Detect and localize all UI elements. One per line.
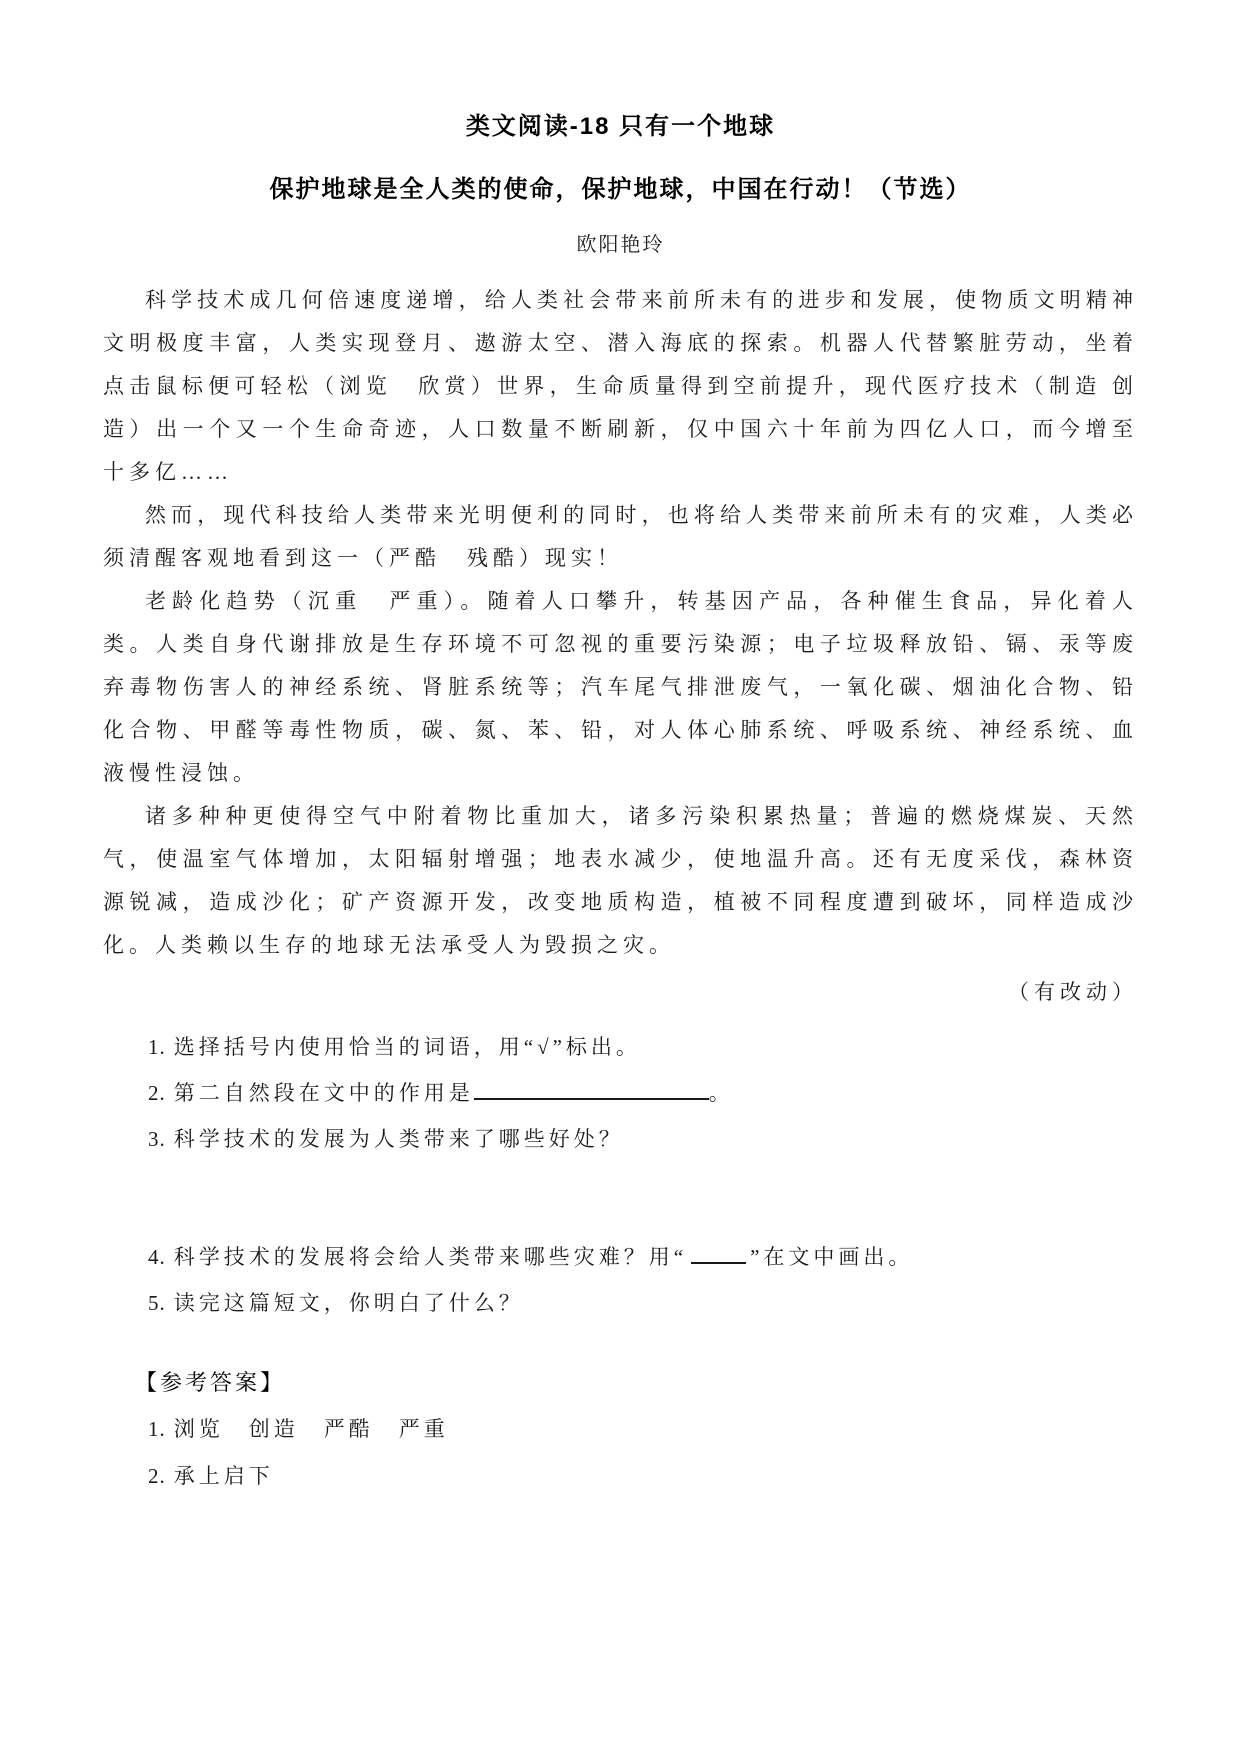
question-5 (103, 1280, 1138, 1326)
question-5-number: 5. (148, 1291, 166, 1315)
question-4-text: 科学技术的发展将会给人类带来哪些灾难？用“ (173, 1245, 688, 1269)
article-title: 保护地球是全人类的使命，保护地球，中国在行动！（节选） (269, 176, 972, 203)
answer-2 (103, 1453, 1138, 1500)
paragraph-1: 科学技术成几何倍速度递增，给人类社会带来前所未有的进步和发展，使物质文明精神文明极度丰富，人类实现登月、遨游太空、潜入海底的探索。机器人代替繁脏劳动，坐着点击鼠标便可轻松（浏览 欣赏）世界，生命质量得到空前提升，现代医疗技术（制造 创造）出一个又一个生命奇迹，人口数量不断刷新，仅中国六十年前为四亿人口，而今增至十多亿…… (103, 288, 1138, 484)
question-4-suffix: ”在文中画出。 (750, 1245, 914, 1269)
question-4 (103, 1234, 1138, 1280)
question-1-text: 选择括号内使用恰当的词语，用“√”标出。 (173, 1035, 641, 1059)
paragraph-2: 然而，现代科技给人类带来光明便利的同时，也将给人类带来前所未有的灾难，人类必须清醒客观地看到这一（严酷 残酷）现实！ (103, 503, 1138, 570)
reference-answers-header: 【参考答案】 (135, 1370, 286, 1395)
question-5-text: 读完这篇短文，你明白了什么？ (173, 1291, 524, 1315)
question-1-number: 1. (148, 1035, 166, 1059)
author-name: 欧阳艳玲 (576, 234, 665, 256)
question-2-number: 2. (148, 1081, 166, 1105)
paragraph-4: 诸多种种更使得空气中附着物比重加大，诸多污染积累热量；普遍的燃烧煤炭、天然气，使温室气体增加，太阳辐射增强；地表水减少，使地温升高。还有无度采伐，森林资源锐减，造成沙化；矿产资源开发，改变地质构造，植被不同程度遭到破坏，同样造成沙化。人类赖以生存的地球无法承受人为毁损之灾。 (103, 804, 1138, 957)
question-list (103, 1024, 1138, 1326)
paragraph-3: 老龄化趋势（沉重 严重）。随着人口攀升，转基因产品，各种催生食品，异化着人类。人类自身代谢排放是生存环境不可忽视的重要污染源；电子垃圾释放铅、镉、汞等废弃毒物伤害人的神经系统、肾脏系统等；汽车尾气排泄废气，一氧化碳、烟油化合物、铅化合物、甲醛等毒性物质，碳、氮、苯、铅，对人体心肺系统、呼吸系统、神经系统、血液慢性浸蚀。 (103, 589, 1138, 785)
answer-blank-line (474, 1084, 709, 1100)
question-4-number: 4. (148, 1245, 166, 1269)
question-2 (103, 1070, 1138, 1116)
answer-2-text: 承上启下 (173, 1464, 274, 1488)
attribution-note: （有改动） (1008, 980, 1138, 1004)
answer-1-number: 1. (148, 1417, 166, 1441)
answer-1-text: 浏览 创造 严酷 严重 (173, 1417, 449, 1441)
answer-1 (103, 1406, 1138, 1453)
question-3-text: 科学技术的发展为人类带来了哪些好处？ (173, 1127, 624, 1151)
question-3 (103, 1116, 1138, 1162)
article-body (103, 279, 1138, 967)
question-2-suffix: 。 (708, 1081, 734, 1105)
page-title: 类文阅读-18 只有一个地球 (465, 113, 776, 140)
answer-list (103, 1406, 1138, 1500)
question-2-text: 第二自然段在文中的作用是 (173, 1081, 474, 1105)
question-1 (103, 1024, 1138, 1070)
underline-mark (691, 1248, 746, 1264)
question-3-number: 3. (148, 1127, 166, 1151)
answer-2-number: 2. (148, 1464, 166, 1488)
